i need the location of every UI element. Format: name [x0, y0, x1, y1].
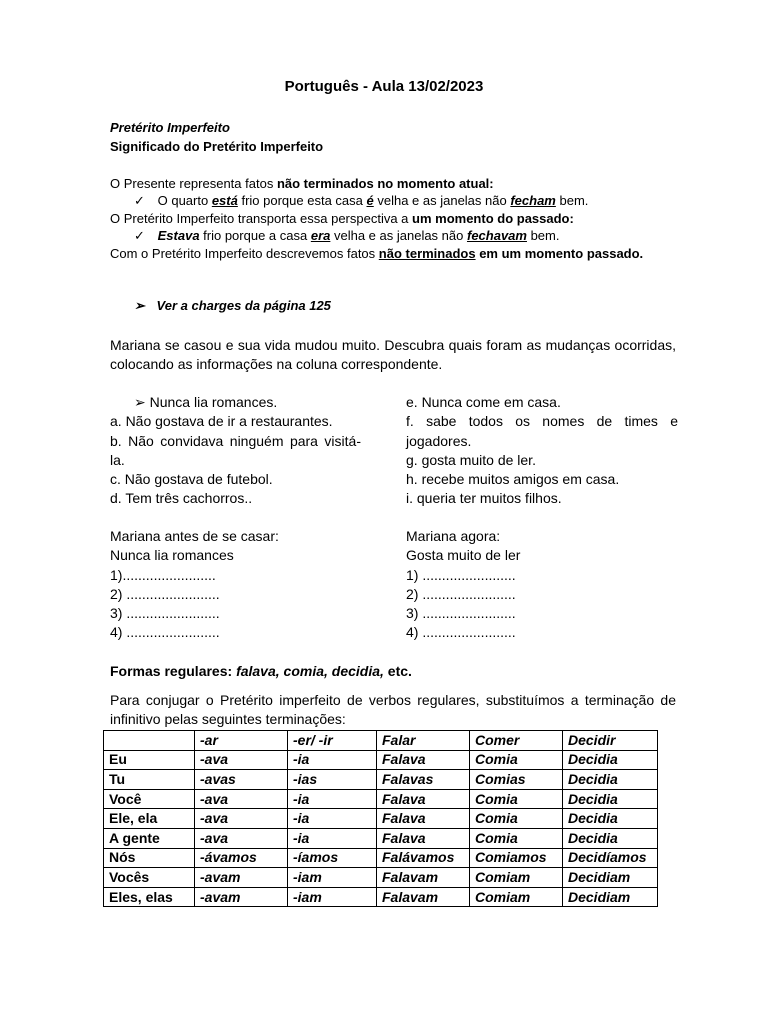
- table-cell: Decidia: [563, 750, 658, 770]
- explanation-line-2: O Pretérito Imperfeito transporta essa perspectiva a um momento do passado:: [110, 211, 574, 226]
- regular-forms-intro: Para conjugar o Pretérito imperfeito de verbos regulares, substituímos a terminação de infinitivo pelas seguintes terminações:: [110, 692, 676, 727]
- blank-line: 4) ........................: [406, 624, 516, 641]
- explanation-line-1: O Presente representa fatos não terminados no momento atual:: [110, 176, 494, 191]
- blank-line: 1)........................: [110, 566, 216, 583]
- table-cell: Comias: [470, 770, 563, 790]
- page-title: Português - Aula 13/02/2023: [284, 78, 484, 95]
- after-column: [406, 527, 520, 643]
- table-cell: Falávamos: [377, 848, 470, 868]
- table-cell: Decidia: [563, 789, 658, 809]
- blank-line: 4) ........................: [110, 624, 220, 641]
- table-header-row: [104, 731, 658, 751]
- table-cell: Comia: [470, 750, 563, 770]
- table-header-cell: Falar: [377, 731, 470, 751]
- list-item: d. Tem três cachorros..: [110, 490, 253, 507]
- list-item: a. Não gostava de ir a restaurantes.: [110, 413, 333, 430]
- table-cell: -ia: [288, 828, 377, 848]
- blank-line: 2) ........................: [110, 585, 220, 602]
- table-cell: -ávamos: [195, 848, 288, 868]
- table-cell: -avam: [195, 868, 288, 888]
- table-header-cell: Decidir: [563, 731, 658, 751]
- table-cell: -ia: [288, 809, 377, 829]
- blank-line: 1) ........................: [406, 566, 516, 583]
- table-cell: -ava: [195, 789, 288, 809]
- table-cell: Comia: [470, 789, 563, 809]
- table-row: [104, 789, 658, 809]
- table-cell: Comiam: [470, 868, 563, 888]
- table-cell: Decidia: [563, 809, 658, 829]
- charges-note: ➢ Ver a charges da página 125: [134, 298, 331, 313]
- table-cell: -ias: [288, 770, 377, 790]
- conjugation-table: [103, 730, 658, 907]
- table-cell: Vocês: [104, 868, 195, 888]
- list-item: ➢ Nunca lia romances.: [134, 394, 278, 410]
- table-cell: -ava: [195, 828, 288, 848]
- before-column: [110, 527, 279, 643]
- exercise-intro: Mariana se casou e sua vida mudou muito. Descubra quais foram as mudanças ocorridas, colocando as informações na coluna correspondente.: [110, 337, 676, 372]
- table-cell: A gente: [104, 828, 195, 848]
- table-cell: Comiam: [470, 887, 563, 907]
- table-cell: Você: [104, 789, 195, 809]
- table-cell: -avas: [195, 770, 288, 790]
- list-item: i. queria ter muitos filhos.: [406, 490, 562, 507]
- table-cell: Decidiam: [563, 887, 658, 907]
- table-cell: Ele, ela: [104, 809, 195, 829]
- table-cell: Falavam: [377, 868, 470, 888]
- table-cell: Decidiam: [563, 868, 658, 888]
- table-row: [104, 828, 658, 848]
- table-cell: Falava: [377, 809, 470, 829]
- table-row: [104, 809, 658, 829]
- table-cell: Comiamos: [470, 848, 563, 868]
- left-items: [110, 393, 361, 509]
- table-cell: Falava: [377, 828, 470, 848]
- table-cell: Falavas: [377, 770, 470, 790]
- table-row: [104, 868, 658, 888]
- list-item: c. Não gostava de futebol.: [110, 471, 273, 488]
- list-item: h. recebe muitos amigos em casa.: [406, 471, 620, 488]
- blank-line: 2) ........................: [406, 585, 516, 602]
- table-cell: Comia: [470, 809, 563, 829]
- list-item: f. sabe todos os nomes de times e jogadores.: [406, 413, 678, 449]
- check-icon: ✓: [134, 228, 145, 243]
- table-header-cell: [104, 731, 195, 751]
- table-cell: Falava: [377, 789, 470, 809]
- table-header-cell: -er/ -ir: [288, 731, 377, 751]
- table-cell: Comia: [470, 828, 563, 848]
- table-cell: -íamos: [288, 848, 377, 868]
- table-row: [104, 770, 658, 790]
- list-item: e. Nunca come em casa.: [406, 394, 561, 410]
- section-heading: Pretérito Imperfeito: [110, 120, 230, 135]
- right-items: [406, 393, 678, 509]
- list-item: b. Não convidava ninguém para visitá-la.: [110, 432, 361, 468]
- table-cell: Decidíamos: [563, 848, 658, 868]
- section-subheading: Significado do Pretérito Imperfeito: [110, 139, 324, 154]
- table-cell: -ia: [288, 750, 377, 770]
- table-header-cell: -ar: [195, 731, 288, 751]
- arrow-icon: ➢: [134, 298, 145, 313]
- example-present: ✓ O quarto está frio porque esta casa é velha e as janelas não fecham bem.: [134, 193, 589, 208]
- table-cell: -iam: [288, 868, 377, 888]
- table-header-cell: Comer: [470, 731, 563, 751]
- table-cell: -ava: [195, 750, 288, 770]
- explanation-line-3: Com o Pretérito Imperfeito descrevemos fatos não terminados em um momento passado.: [110, 246, 644, 261]
- table-row: [104, 750, 658, 770]
- table-cell: -ava: [195, 809, 288, 829]
- after-heading: Mariana agora:: [406, 528, 501, 544]
- table-cell: Decidia: [563, 770, 658, 790]
- arrow-icon: ➢: [134, 394, 146, 410]
- blank-line: 3) ........................: [110, 605, 220, 622]
- regular-forms-heading: Formas regulares: falava, comia, decidia, etc.: [110, 663, 412, 679]
- table-cell: Falava: [377, 750, 470, 770]
- table-cell: Decidia: [563, 828, 658, 848]
- table-cell: -ia: [288, 789, 377, 809]
- table-cell: Nós: [104, 848, 195, 868]
- before-heading: Mariana antes de se casar:: [110, 528, 279, 544]
- table-cell: Eu: [104, 750, 195, 770]
- table-cell: -avam: [195, 887, 288, 907]
- before-example: Nunca lia romances: [110, 547, 234, 564]
- check-icon: ✓: [134, 193, 145, 208]
- after-example: Gosta muito de ler: [406, 547, 521, 564]
- table-cell: Falavam: [377, 887, 470, 907]
- example-past: ✓ Estava frio porque a casa era velha e as janelas não fechavam bem.: [134, 228, 560, 243]
- table-row: [104, 887, 658, 907]
- table-row: [104, 848, 658, 868]
- table-cell: Eles, elas: [104, 887, 195, 907]
- list-item: g. gosta muito de ler.: [406, 451, 536, 468]
- table-cell: -iam: [288, 887, 377, 907]
- table-cell: Tu: [104, 770, 195, 790]
- blank-line: 3) ........................: [406, 605, 516, 622]
